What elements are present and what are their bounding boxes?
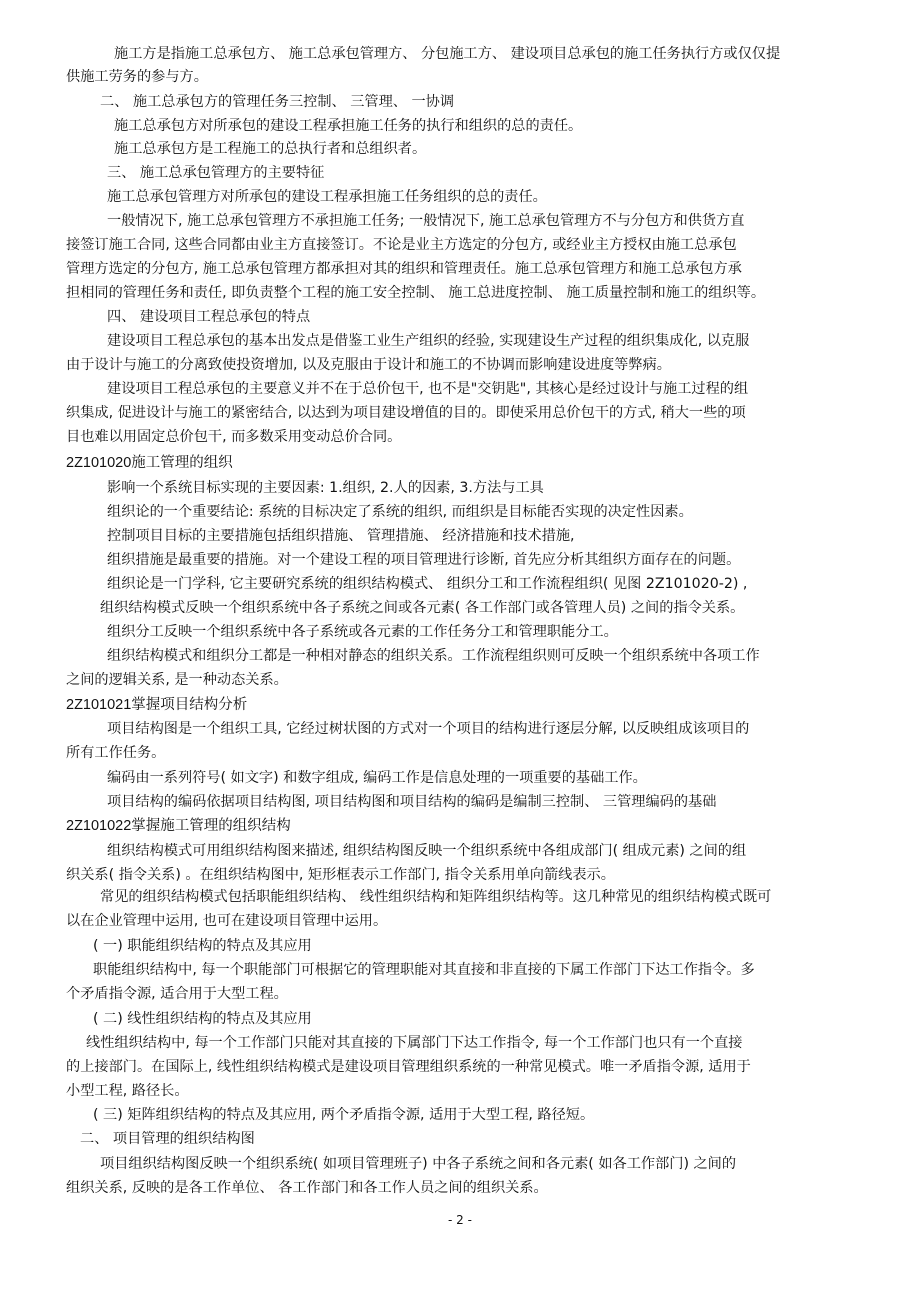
text-line: 施工总承包方是工程施工的总执行者和总组织者。 [114,141,427,157]
text-line: ( 三) 矩阵组织结构的特点及其应用, 两个矛盾指令源, 适用于大型工程, 路径短。 [93,1107,595,1123]
text-line: 织集成, 促进设计与施工的紧密结合, 以达到为项目建设增值的目的。即使采用总价包干的方式, 稍大一些的项 [66,405,746,421]
text-line: 三、 施工总承包管理方的主要特征 [107,165,325,181]
text-line: 项目结构的编码依据项目结构图, 项目结构图和项目结构的编码是编制三控制、 三管理编码的基础 [107,794,717,810]
text-line: 组织关系, 反映的是各工作单位、 各工作部门和各工作人员之间的组织关系。 [66,1180,548,1196]
text-line: 建设项目工程总承包的主要意义并不在于总价包干, 也不是"交钥匙", 其核心是经过设计与施工过程的组 [107,381,749,397]
text-line: 二、 施工总承包方的管理任务三控制、 三管理、 一协调 [100,94,455,110]
text-line: 2Z101022掌握施工管理的组织结构 [66,818,291,834]
text-line: 影响一个系统目标实现的主要因素: 1.组织, 2.人的因素, 3.方法与工具 [107,480,544,496]
text-line: 供施工劳务的参与方。 [66,69,208,85]
text-line: 控制项目目标的主要措施包括组织措施、 管理措施、 经济措施和技术措施, [107,528,575,544]
text-line: 织关系( 指令关系) 。在组织结构图中, 矩形框表示工作部门, 指令关系用单向箭线表示。 [66,867,615,883]
text-line: 之间的逻辑关系, 是一种动态关系。 [66,672,288,688]
text-line: 个矛盾指令源, 适合用于大型工程。 [66,986,288,1002]
text-line: 常见的组织结构模式包括职能组织结构、 线性组织结构和矩阵组织结构等。这几种常见的组织结构模式既可 [100,889,772,905]
text-line: 线性组织结构中, 每一个工作部门只能对其直接的下属部门下达工作指令, 每一个工作部门也只有一个直接 [86,1035,743,1051]
text-line: 施工总承包方对所承包的建设工程承担施工任务的执行和组织的总的责任。 [114,118,583,134]
page-number: - 2 - [448,1213,472,1227]
text-line: 四、 建设项目工程总承包的特点 [107,309,311,325]
text-line: 组织分工反映一个组织系统中各子系统或各元素的工作任务分工和管理职能分工。 [107,624,618,640]
text-line: 所有工作任务。 [66,745,166,761]
text-line: 组织结构模式可用组织结构图来描述, 组织结构图反映一个组织系统中各组成部门( 组成元素) 之间的组 [107,843,747,859]
text-line: 组织措施是最重要的措施。对一个建设工程的项目管理进行诊断, 首先应分析其组织方面存在的问题。 [107,552,741,568]
text-line: 2Z101020施工管理的组织 [66,455,233,471]
text-line: 2Z101021掌握项目结构分析 [66,697,248,713]
text-line: ( 二) 线性组织结构的特点及其应用 [93,1011,312,1027]
text-line: 二、 项目管理的组织结构图 [80,1131,255,1147]
text-line: 目也难以用固定总价包干, 而多数采用变动总价合同。 [66,429,402,445]
text-line: 管理方选定的分包方, 施工总承包管理方都承担对其的组织和管理责任。施工总承包管理方和施工总承包方承 [66,261,742,277]
text-line: 项目组织结构图反映一个组织系统( 如项目管理班子) 中各子系统之间和各元素( 如各工作部门) 之间的 [100,1156,737,1172]
text-line: 项目结构图是一个组织工具, 它经过树状图的方式对一个项目的结构进行逐层分解, 以反映组成该项目的 [107,721,750,737]
text-line: 组织论是一门学科, 它主要研究系统的组织结构模式、 组织分工和工作流程组织( 见图 2Z101020-2) , [107,576,748,592]
text-line: 施工总承包管理方对所承包的建设工程承担施工任务组织的总的责任。 [107,189,547,205]
text-line: 担相同的管理任务和责任, 即负责整个工程的施工安全控制、 施工总进度控制、 施工质量控制和施工的组织等。 [66,285,766,301]
text-line: 职能组织结构中, 每一个职能部门可根据它的管理职能对其直接和非直接的下属工作部门下达工作指令。多 [93,962,755,978]
text-line: 组织结构模式和组织分工都是一种相对静态的组织关系。工作流程组织则可反映一个组织系统中各项工作 [107,648,760,664]
text-line: 编码由一系列符号( 如文字) 和数字组成, 编码工作是信息处理的一项重要的基础工作。 [107,770,647,786]
text-line: 施工方是指施工总承包方、 施工总承包管理方、 分包施工方、 建设项目总承包的施工任务执行方或仅仅提 [114,46,781,62]
text-line: 以在企业管理中运用, 也可在建设项目管理中运用。 [66,913,388,929]
text-line: 接签订施工合同, 这些合同都由业主方直接签订。不论是业主方选定的分包方, 或经业主方授权由施工总承包 [66,237,737,253]
text-line: 组织结构模式反映一个组织系统中各子系统之间或各元素( 各工作部门或各管理人员) 之间的指令关系。 [100,600,745,616]
text-line: 一般情况下, 施工总承包管理方不承担施工任务; 一般情况下, 施工总承包管理方不与分包方和供货方直 [107,213,745,229]
text-line: 组织论的一个重要结论: 系统的目标决定了系统的组织, 而组织是目标能否实现的决定性因素。 [107,504,693,520]
text-line: 由于设计与施工的分离致使投资增加, 以及克服由于设计和施工的不协调而影响建设进度等弊病。 [66,357,671,373]
text-line: 建设项目工程总承包的基本出发点是借鉴工业生产组织的经验, 实现建设生产过程的组织集成化, 以克服 [107,333,750,349]
text-line: ( 一) 职能组织结构的特点及其应用 [93,938,312,954]
text-line: 的上接部门。在国际上, 线性组织结构模式是建设项目管理组织系统的一种常见模式。唯一矛盾指令源, 适用于 [66,1059,751,1075]
text-line: 小型工程, 路径长。 [66,1083,189,1099]
